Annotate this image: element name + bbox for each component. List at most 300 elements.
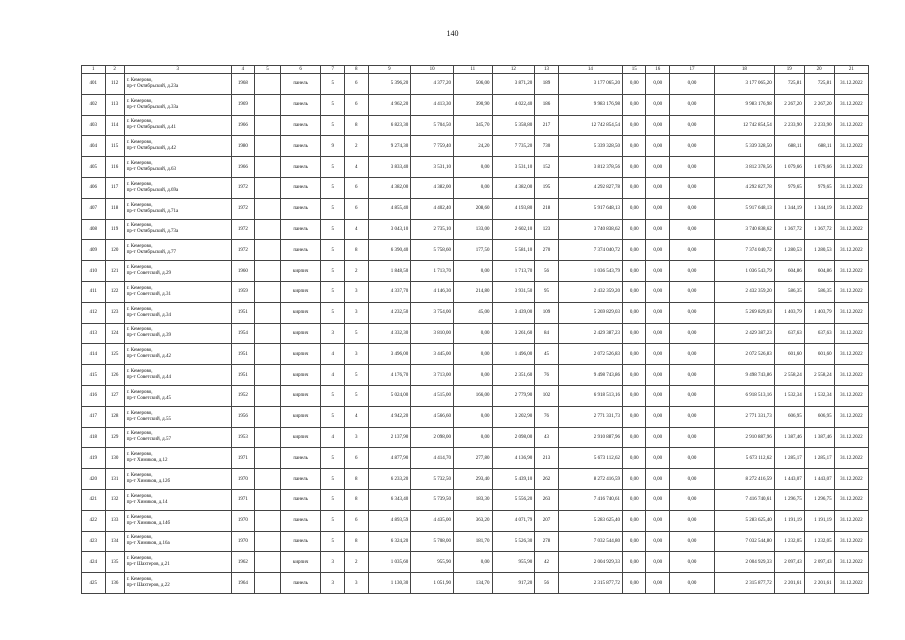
table-cell: 135	[105, 552, 124, 573]
table-cell: 8	[344, 240, 368, 261]
table-cell: 5 917 648,13	[558, 198, 622, 219]
table-cell: 31.12.2022	[834, 344, 868, 365]
table-cell: 183,30	[454, 489, 492, 510]
table-row	[82, 469, 869, 490]
table-cell: 4 877,90	[368, 448, 411, 469]
table-cell: 1 232,05	[804, 531, 834, 552]
table-cell: 0,00	[646, 261, 670, 282]
table-cell: 31.12.2022	[834, 552, 868, 573]
table-cell: 3	[344, 281, 368, 302]
table-cell: 5	[321, 198, 345, 219]
table-cell: 4	[344, 219, 368, 240]
table-cell: 3 445,00	[411, 344, 454, 365]
address-cell: г. Кемерово, пр-т Химиков, д.16а	[124, 531, 231, 552]
table-cell: 408	[82, 219, 106, 240]
table-cell: 9 498 743,86	[558, 365, 622, 386]
table-cell: панель	[280, 74, 321, 95]
column-header-10: 10	[411, 66, 454, 74]
table-cell: 506,00	[454, 74, 492, 95]
table-cell: 5 024,00	[368, 385, 411, 406]
table-cell: 4	[321, 344, 345, 365]
table-cell: 0,00	[669, 406, 714, 427]
table-cell: 1 443,07	[774, 469, 804, 490]
table-cell: 115	[105, 136, 124, 157]
table-cell: 5 339 328,50	[558, 136, 622, 157]
table-cell: 4 292 827,78	[558, 177, 622, 198]
table-cell: 4 332,30	[368, 323, 411, 344]
table-cell: 405	[82, 157, 106, 178]
table-cell	[255, 302, 281, 323]
table-cell: 0,00	[646, 365, 670, 386]
table-cell: панель	[280, 531, 321, 552]
table-cell: 102	[535, 385, 559, 406]
table-cell: 0,00	[454, 365, 492, 386]
table-cell: 5 704,50	[411, 115, 454, 136]
column-header-2: 2	[105, 66, 124, 74]
table-cell: 5 739,50	[411, 489, 454, 510]
table-cell: 0,00	[646, 531, 670, 552]
table-cell: панель	[280, 177, 321, 198]
table-row	[82, 489, 869, 510]
table-cell: 31.12.2022	[834, 531, 868, 552]
table-cell	[255, 489, 281, 510]
table-row	[82, 177, 869, 198]
table-cell: 31.12.2022	[834, 219, 868, 240]
column-header-21: 21	[834, 66, 868, 74]
address-cell: г. Кемерово, пр-т Октябрьский, д.33а	[124, 94, 231, 115]
table-cell	[255, 157, 281, 178]
table-cell: кирпич	[280, 406, 321, 427]
address-cell: г. Кемерово, пр-т Октябрьский, д.73а	[124, 219, 231, 240]
table-cell: 1 079,66	[804, 157, 834, 178]
table-cell: 181,70	[454, 531, 492, 552]
table-cell: 0,00	[622, 573, 646, 594]
table-cell: 1968	[231, 74, 255, 95]
table-cell: 9 983 176,98	[714, 94, 774, 115]
table-cell: 423	[82, 531, 106, 552]
table-cell: 131	[105, 469, 124, 490]
table-cell: 31.12.2022	[834, 489, 868, 510]
table-cell	[255, 281, 281, 302]
table-cell: 7 374 040,72	[558, 240, 622, 261]
table-cell: 421	[82, 489, 106, 510]
table-cell: 0,00	[646, 552, 670, 573]
table-cell: 4 382,00	[411, 177, 454, 198]
table-cell: 8	[344, 469, 368, 490]
table-row	[82, 552, 869, 573]
table-cell: 124	[105, 323, 124, 344]
table-cell: 4 136,90	[492, 448, 535, 469]
column-header-12: 12	[492, 66, 535, 74]
table-cell: 5 708,00	[411, 531, 454, 552]
table-cell	[255, 573, 281, 594]
table-cell: 0,00	[622, 344, 646, 365]
column-header-16: 16	[646, 66, 670, 74]
table-cell: 132	[105, 489, 124, 510]
table-cell: 152	[535, 157, 559, 178]
table-cell: 7 416 740,61	[714, 489, 774, 510]
table-cell: 4 962,20	[368, 94, 411, 115]
column-header-3: 3	[124, 66, 231, 74]
table-cell: 1970	[231, 510, 255, 531]
table-row	[82, 219, 869, 240]
table-cell: 31.12.2022	[834, 406, 868, 427]
table-cell: 1 367,72	[804, 219, 834, 240]
table-cell: 1 367,72	[774, 219, 804, 240]
table-cell: 8	[344, 489, 368, 510]
address-cell: г. Кемерово, пр-т Советский, д.44	[124, 365, 231, 386]
table-cell	[255, 240, 281, 261]
table-cell: 8	[344, 531, 368, 552]
table-cell: 1971	[231, 489, 255, 510]
column-header-18: 18	[714, 66, 774, 74]
table-cell: 0,00	[646, 448, 670, 469]
table-cell: 424	[82, 552, 106, 573]
table-cell: 263	[535, 489, 559, 510]
table-cell: 31.12.2022	[834, 323, 868, 344]
table-cell: 2 558,24	[774, 365, 804, 386]
table-cell: 3	[321, 552, 345, 573]
table-cell: 4 566,60	[411, 406, 454, 427]
table-cell: 586,35	[774, 281, 804, 302]
table-cell: 6 343,40	[368, 489, 411, 510]
table-cell: панель	[280, 115, 321, 136]
table-cell: 3 177 065,20	[558, 74, 622, 95]
table-cell: 3 740 838,62	[558, 219, 622, 240]
table-cell: 1952	[231, 385, 255, 406]
table-cell: 2 004 929,33	[714, 552, 774, 573]
table-cell: 2 267,20	[804, 94, 834, 115]
table-cell: 213	[535, 448, 559, 469]
table-cell: 0,00	[669, 469, 714, 490]
table-cell: 3 740 838,62	[714, 219, 774, 240]
table-cell: 0,00	[669, 552, 714, 573]
table-row	[82, 136, 869, 157]
table-row	[82, 74, 869, 95]
address-cell: г. Кемерово, пр-т Октябрьский, д.77	[124, 240, 231, 261]
table-cell: 0,00	[669, 198, 714, 219]
table-cell: 2 771 331,73	[714, 406, 774, 427]
table-cell: 1959	[231, 281, 255, 302]
table-cell: 45,00	[454, 302, 492, 323]
table-cell: 0,00	[454, 552, 492, 573]
table-cell: 0,00	[622, 510, 646, 531]
table-cell: 31.12.2022	[834, 198, 868, 219]
table-cell: 4 402,40	[411, 198, 454, 219]
table-cell: 5	[321, 531, 345, 552]
table-cell: 2 432 359,20	[714, 281, 774, 302]
table-cell: 2 201,61	[804, 573, 834, 594]
table-cell: 1972	[231, 198, 255, 219]
table-cell: 0,00	[646, 323, 670, 344]
table-cell: 0,00	[622, 157, 646, 178]
table-row	[82, 510, 869, 531]
table-cell: 6	[344, 177, 368, 198]
table-cell: 1960	[231, 261, 255, 282]
table-cell: 8 272 416,59	[558, 469, 622, 490]
table-cell: 6 233,20	[368, 469, 411, 490]
table-cell: 412	[82, 302, 106, 323]
table-cell: 5	[321, 94, 345, 115]
table-cell: 3 202,90	[492, 406, 535, 427]
table-cell: 5 358,80	[492, 115, 535, 136]
table-row	[82, 385, 869, 406]
column-header-19: 19	[774, 66, 804, 74]
table-cell: 134,70	[454, 573, 492, 594]
table-cell: 5	[321, 261, 345, 282]
table-cell: 0,00	[669, 344, 714, 365]
table-cell: 416	[82, 385, 106, 406]
table-cell: 1980	[231, 136, 255, 157]
table-cell: 0,00	[622, 406, 646, 427]
table-cell: 31.12.2022	[834, 448, 868, 469]
table-cell: 1 285,17	[774, 448, 804, 469]
table-cell: 4 232,50	[368, 302, 411, 323]
table-cell: 5 673 112,62	[558, 448, 622, 469]
table-cell: 117	[105, 177, 124, 198]
table-cell: 0,00	[622, 531, 646, 552]
table-cell: 3	[344, 573, 368, 594]
table-cell: 5 758,60	[411, 240, 454, 261]
table-cell: 0,00	[669, 448, 714, 469]
table-cell: 1 035,60	[368, 552, 411, 573]
table-cell: 1951	[231, 302, 255, 323]
table-cell	[255, 74, 281, 95]
table-cell: 4 337,70	[368, 281, 411, 302]
table-cell	[255, 531, 281, 552]
table-cell: 1 848,50	[368, 261, 411, 282]
table-cell: 195	[535, 177, 559, 198]
table-cell: 2 602,10	[492, 219, 535, 240]
table-cell: 31.12.2022	[834, 115, 868, 136]
table-cell: 403	[82, 115, 106, 136]
table-cell: 0,00	[669, 74, 714, 95]
table-cell: 5 396,20	[368, 74, 411, 95]
table-cell	[255, 385, 281, 406]
table-cell: 134	[105, 531, 124, 552]
table-cell: 0,00	[669, 323, 714, 344]
table-cell: 5 269 829,03	[558, 302, 622, 323]
column-header-6: 6	[280, 66, 321, 74]
table-cell: 1 532,34	[774, 385, 804, 406]
table-cell: 3 439,00	[492, 302, 535, 323]
table-cell: 95	[535, 281, 559, 302]
table-cell: 122	[105, 281, 124, 302]
table-row	[82, 323, 869, 344]
table-cell: 6 823,30	[368, 115, 411, 136]
table-cell: 31.12.2022	[834, 240, 868, 261]
table-row	[82, 281, 869, 302]
table-cell: 401	[82, 74, 106, 95]
column-header-14: 14	[558, 66, 622, 74]
table-cell: 113	[105, 94, 124, 115]
table-header-row	[82, 66, 869, 74]
table-cell: 0,00	[646, 302, 670, 323]
address-cell: г. Кемерово, пр-т Октябрьский, д.41	[124, 115, 231, 136]
table-cell: 0,00	[622, 240, 646, 261]
table-cell: 2 072 526,83	[558, 344, 622, 365]
table-cell: 3 043,10	[368, 219, 411, 240]
table-cell: 8	[344, 115, 368, 136]
table-cell: 0,00	[669, 531, 714, 552]
table-cell: 413	[82, 323, 106, 344]
table-cell: 4 193,80	[492, 198, 535, 219]
table-body	[82, 74, 869, 594]
table-cell: 2 735,10	[411, 219, 454, 240]
table-cell: 0,00	[669, 365, 714, 386]
table-row	[82, 261, 869, 282]
table-row	[82, 573, 869, 594]
table-cell: 0,00	[646, 240, 670, 261]
table-cell: 3 754,00	[411, 302, 454, 323]
table-cell: 4 515,00	[411, 385, 454, 406]
table-row	[82, 157, 869, 178]
table-cell: 637,63	[804, 323, 834, 344]
table-cell: 1969	[231, 94, 255, 115]
table-cell: 4 382,00	[492, 177, 535, 198]
table-cell: 5	[344, 323, 368, 344]
table-cell: 1 387,46	[804, 427, 834, 448]
table-cell: 0,00	[454, 344, 492, 365]
table-cell	[255, 323, 281, 344]
table-cell	[255, 219, 281, 240]
table-cell: 979,65	[804, 177, 834, 198]
table-cell: 345,70	[454, 115, 492, 136]
table-cell: 12 742 854,54	[714, 115, 774, 136]
table-cell: 0,00	[646, 385, 670, 406]
table-cell: 4 414,70	[411, 448, 454, 469]
table-cell: 1 403,79	[804, 302, 834, 323]
table-cell: 0,00	[454, 323, 492, 344]
table-cell: 0,00	[454, 427, 492, 448]
table-cell: 4 942,20	[368, 406, 411, 427]
address-cell: г. Кемерово, пр-т Октябрьский, д.42	[124, 136, 231, 157]
table-cell: 277,80	[454, 448, 492, 469]
table-cell: 409	[82, 240, 106, 261]
table-cell: 2	[344, 136, 368, 157]
table-cell: 411	[82, 281, 106, 302]
table-cell: 586,35	[804, 281, 834, 302]
table-cell	[255, 427, 281, 448]
table-cell	[255, 136, 281, 157]
table-cell: 1 532,34	[804, 385, 834, 406]
address-cell: г. Кемерово, пр-т Октябрьский, д.71а	[124, 198, 231, 219]
table-cell: 6	[344, 448, 368, 469]
table-cell: 120	[105, 240, 124, 261]
table-cell: 1951	[231, 365, 255, 386]
table-cell	[255, 406, 281, 427]
table-cell: 31.12.2022	[834, 573, 868, 594]
table-cell: 1 036 543,79	[714, 261, 774, 282]
table-cell: 207	[535, 510, 559, 531]
table-cell: 1 387,46	[774, 427, 804, 448]
table-cell: кирпич	[280, 427, 321, 448]
column-header-20: 20	[804, 66, 834, 74]
address-cell: г. Кемерово, пр-т Советский, д.57	[124, 427, 231, 448]
table-cell: 1 036 543,79	[558, 261, 622, 282]
address-cell: г. Кемерово, пр-т Химиков, д.14	[124, 489, 231, 510]
table-cell: 688,11	[774, 136, 804, 157]
table-cell: 0,00	[622, 94, 646, 115]
column-header-4: 4	[231, 66, 255, 74]
table-cell: 9 983 176,98	[558, 94, 622, 115]
table-cell: кирпич	[280, 323, 321, 344]
table-cell: 404	[82, 136, 106, 157]
table-cell: 1 191,19	[804, 510, 834, 531]
table-cell: 4 413,30	[411, 94, 454, 115]
table-cell: 1956	[231, 406, 255, 427]
table-cell: 31.12.2022	[834, 74, 868, 95]
table-cell: 3	[344, 344, 368, 365]
table-cell: 116	[105, 157, 124, 178]
table-cell: 5 581,10	[492, 240, 535, 261]
table-cell: 7 032 544,80	[558, 531, 622, 552]
table-cell: 725,81	[774, 74, 804, 95]
table-cell: 0,00	[646, 136, 670, 157]
address-cell: г. Кемерово, пр-т Октябрьский, д.63	[124, 157, 231, 178]
table-cell: 0,00	[646, 74, 670, 95]
table-cell: 0,00	[454, 261, 492, 282]
table-cell: 0,00	[622, 198, 646, 219]
table-cell: 31.12.2022	[834, 469, 868, 490]
table-cell: 0,00	[646, 469, 670, 490]
table-cell: 3 810,00	[411, 323, 454, 344]
table-cell: 0,00	[669, 302, 714, 323]
table-cell: 1964	[231, 573, 255, 594]
table-cell: панель	[280, 198, 321, 219]
table-cell: 0,00	[669, 281, 714, 302]
address-cell: г. Кемерово, пр-т Советский, д.31	[124, 281, 231, 302]
table-cell: 1 496,00	[492, 344, 535, 365]
table-cell: 955,90	[492, 552, 535, 573]
table-row	[82, 115, 869, 136]
table-cell: 6 390,40	[368, 240, 411, 261]
table-cell: 0,00	[622, 427, 646, 448]
table-cell: 2 351,60	[492, 365, 535, 386]
table-cell: 637,63	[774, 323, 804, 344]
table-cell: 0,00	[646, 219, 670, 240]
table-cell	[255, 344, 281, 365]
table-cell: 270	[535, 240, 559, 261]
table-cell: 1954	[231, 323, 255, 344]
table-cell: 8 272 416,59	[714, 469, 774, 490]
table-cell: 5	[344, 365, 368, 386]
table-cell: 601,60	[804, 344, 834, 365]
table-cell: 12 742 854,54	[558, 115, 622, 136]
table-cell: 4 377,20	[411, 74, 454, 95]
table-cell: 1 280,53	[774, 240, 804, 261]
table-cell: 2 098,00	[492, 427, 535, 448]
table-cell: 56	[535, 261, 559, 282]
table-row	[82, 198, 869, 219]
table-cell	[255, 469, 281, 490]
table-cell: 606,95	[774, 406, 804, 427]
table-cell: 2 429 387,23	[558, 323, 622, 344]
table-cell: 136	[105, 573, 124, 594]
table-cell: 2 429 387,23	[714, 323, 774, 344]
table-cell: 189	[535, 74, 559, 95]
table-cell: кирпич	[280, 281, 321, 302]
table-cell: 0,00	[646, 344, 670, 365]
column-header-17: 17	[669, 66, 714, 74]
table-cell: 1966	[231, 115, 255, 136]
column-header-15: 15	[622, 66, 646, 74]
table-cell: панель	[280, 573, 321, 594]
table-cell: 2 910 887,96	[714, 427, 774, 448]
table-cell: 6 918 513,16	[714, 385, 774, 406]
table-cell	[255, 94, 281, 115]
table-cell: 7 759,40	[411, 136, 454, 157]
